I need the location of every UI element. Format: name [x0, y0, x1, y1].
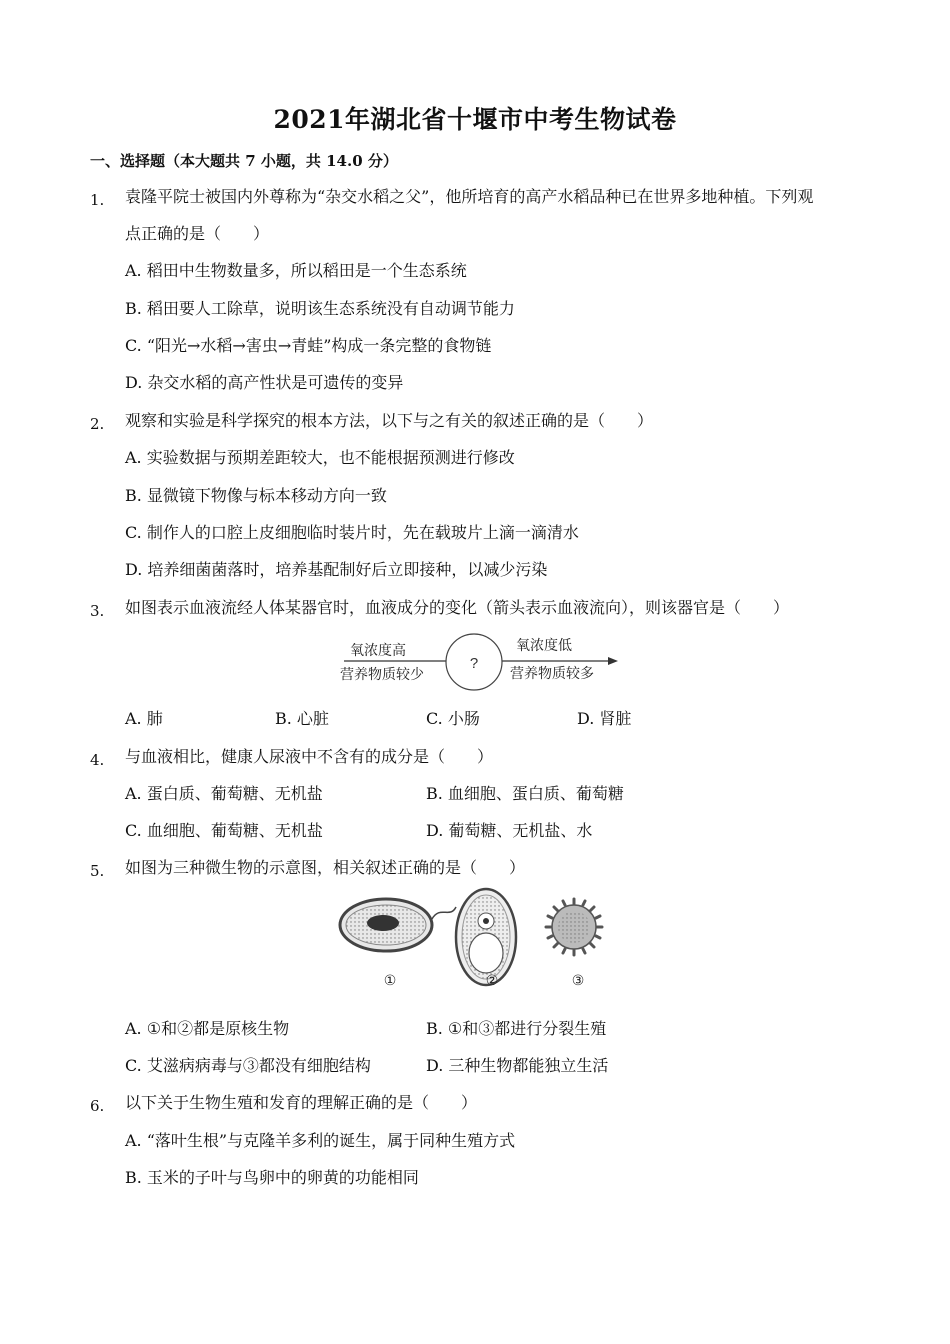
- exam-title: 2021年湖北省十堰市中考生物试卷: [273, 105, 677, 134]
- question-number: 1.: [90, 191, 105, 209]
- option-a: A. 稻田中生物数量多，所以稻田是一个生态系统: [125, 261, 467, 280]
- label-oxygen-high: 氧浓度高: [350, 643, 406, 659]
- option-a: A. 肺: [125, 709, 163, 728]
- question-number: 6.: [90, 1097, 105, 1115]
- microorganism-figure: [338, 885, 618, 993]
- option-d: D. 杂交水稻的高产性状是可遗传的变异: [125, 373, 404, 392]
- yeast-icon: [456, 889, 516, 985]
- option-b: B. 心脏: [275, 709, 329, 728]
- section-heading: 一、选择题（本大题共 7 小题，共 14.0 分）: [90, 152, 398, 170]
- option-b: B. 玉米的子叶与鸟卵中的卵黄的功能相同: [125, 1168, 419, 1187]
- bacterium-icon: [340, 899, 456, 951]
- question-number: 3.: [90, 602, 105, 620]
- option-d: D. 培养细菌菌落时，培养基配制好后立即接种，以减少污染: [125, 560, 548, 579]
- option-c: C. 艾滋病病毒与③都没有细胞结构: [125, 1056, 371, 1075]
- question-stem: 以下关于生物生殖和发育的理解正确的是（ ）: [125, 1093, 478, 1112]
- option-c: C. 血细胞、葡萄糖、无机盐: [125, 821, 323, 840]
- option-a: A. 实验数据与预期差距较大，也不能根据预测进行修改: [125, 448, 515, 467]
- option-d: D. 葡萄糖、无机盐、水: [426, 821, 593, 840]
- question-number: 2.: [90, 415, 105, 433]
- option-d: D. 肾脏: [577, 709, 632, 728]
- option-d: D. 三种生物都能独立生活: [426, 1056, 609, 1075]
- question-stem: 如图为三种微生物的示意图，相关叙述正确的是（ ）: [125, 858, 526, 877]
- option-a: A. “落叶生根”与克隆羊多利的诞生，属于同种生殖方式: [125, 1131, 516, 1150]
- option-a: A. ①和②都是原核生物: [125, 1019, 290, 1038]
- option-b: B. 稻田要人工除草，说明该生态系统没有自动调节能力: [125, 299, 515, 318]
- question-stem: 如图表示血液流经人体某器官时，血液成分的变化（箭头表示血液流向），则该器官是（ ）: [125, 598, 790, 617]
- question-number: 5.: [90, 862, 105, 880]
- option-c: C. “阳光→水稻→害虫→青蛙”构成一条完整的食物链: [125, 336, 492, 355]
- organism-label-2: ②: [485, 973, 499, 989]
- option-b: B. 血细胞、蛋白质、葡萄糖: [426, 784, 624, 803]
- question-number: 4.: [90, 751, 105, 769]
- question-stem: 点正确的是（ ）: [125, 224, 270, 243]
- label-nutrient-high: 营养物质较多: [510, 666, 594, 682]
- blood-flow-figure: [340, 630, 620, 696]
- option-a: A. 蛋白质、葡萄糖、无机盐: [125, 784, 323, 803]
- question-stem: 观察和实验是科学探究的根本方法，以下与之有关的叙述正确的是（ ）: [125, 411, 654, 430]
- label-nutrient-low: 营养物质较少: [340, 667, 424, 683]
- option-b: B. 显微镜下物像与标本移动方向一致: [125, 486, 387, 505]
- label-oxygen-low: 氧浓度低: [516, 638, 572, 654]
- organ-unknown-mark: ?: [469, 655, 479, 672]
- option-c: C. 小肠: [426, 709, 480, 728]
- question-stem: 袁隆平院士被国内外尊称为“杂交水稻之父”，他所培育的高产水稻品种已在世界多地种植。下列观: [125, 187, 814, 206]
- question-stem: 与血液相比，健康人尿液中不含有的成分是（ ）: [125, 747, 494, 766]
- flow-arrowhead-icon: [608, 657, 618, 665]
- option-c: C. 制作人的口腔上皮细胞临时装片时，先在载玻片上滴一滴清水: [125, 523, 579, 542]
- option-b: B. ①和③都进行分裂生殖: [426, 1019, 607, 1038]
- organism-label-3: ③: [571, 973, 585, 989]
- virus-icon: [546, 899, 602, 955]
- organism-label-1: ①: [383, 973, 397, 989]
